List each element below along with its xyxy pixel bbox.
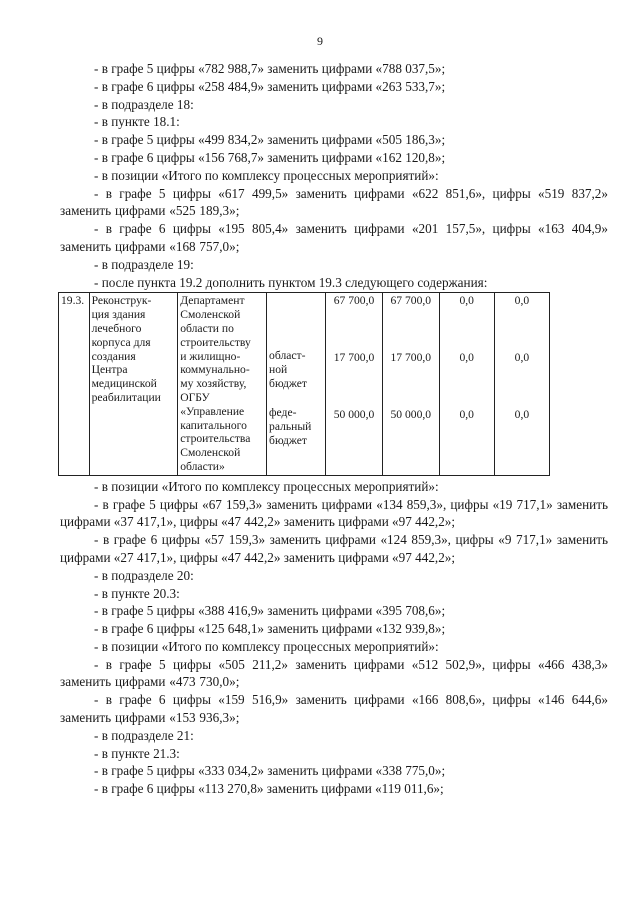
- document-body: [60, 60, 608, 798]
- column-6-cell: [382, 293, 439, 475]
- cell-line: Департамент: [180, 294, 245, 308]
- text-line: - в подразделе 21:: [94, 727, 194, 743]
- cell-line: корпуса для: [91, 335, 151, 349]
- value-regional: 0,0: [514, 351, 530, 365]
- cell-line: му хозяйству,: [180, 377, 247, 391]
- text-line: - в графе 6 цифры «113 270,8» заменить цифрами «119 011,6»;: [94, 781, 444, 797]
- value-federal: 50 000,0: [333, 408, 375, 422]
- item-name-cell: [89, 293, 178, 475]
- cell-line: коммунально-: [180, 363, 250, 377]
- text-line: - в графе 6 цифры «125 648,1» заменить цифрами «132 939,8»;: [94, 621, 446, 637]
- cell-line: бюджет: [269, 376, 307, 390]
- cell-line: строительства: [180, 432, 251, 446]
- value-regional: 0,0: [459, 351, 474, 365]
- funding-source-cell: [267, 293, 326, 475]
- text-paragraph: - в графе 5 цифры «505 211,2» заменить цифрами «512 502,9», цифры «466 438,3» заменить цифрами «473 730,0»;: [60, 656, 608, 690]
- cell-line: области по: [180, 321, 234, 335]
- text-line: - в графе 5 цифры «782 988,7» заменить цифрами «788 037,5»;: [94, 61, 446, 76]
- cell-line: ция здания: [91, 308, 146, 322]
- column-5-cell: [326, 293, 383, 475]
- value-federal: 0,0: [514, 408, 530, 422]
- cell-line: Смоленской: [180, 308, 241, 322]
- text-line: - в пункте 21.3:: [94, 745, 180, 761]
- cell-line: создания: [91, 349, 136, 363]
- text-line: - в графе 5 цифры «388 416,9» заменить цифрами «395 708,6»;: [94, 603, 446, 619]
- text-line: - в позиции «Итого по комплексу процессных мероприятий»:: [94, 167, 439, 183]
- cell-line: ной: [269, 363, 288, 377]
- cell-line: строительству: [180, 335, 251, 349]
- cell-line: медицинской: [91, 377, 157, 391]
- text-paragraph: - в графе 5 цифры «67 159,3» заменить цифрами «134 859,3», цифры «19 717,1» заменить цифрами «37 417,1», цифры «47 442,2» заменить цифрами «97 442,2»;: [60, 496, 608, 530]
- cell-line: и жилищно-: [180, 349, 241, 363]
- text-line: - в подразделе 19:: [94, 256, 194, 272]
- column-8-cell: [494, 293, 549, 475]
- cell-line: «Управление: [180, 404, 245, 418]
- text-line: - в подразделе 18:: [94, 96, 194, 112]
- value-federal: 0,0: [459, 408, 474, 422]
- cell-line: ральный: [269, 420, 312, 434]
- text-line: - в графе 5 цифры «333 034,2» заменить цифрами «338 775,0»;: [94, 763, 446, 779]
- table-row: [59, 293, 550, 475]
- cell-line: бюджет: [269, 433, 307, 447]
- text-line: - в графе 5 цифры «499 834,2» заменить цифрами «505 186,3»;: [94, 132, 446, 148]
- text-paragraph: - в графе 6 цифры «159 516,9» заменить цифрами «166 808,6», цифры «146 644,6» заменить цифрами «153 936,3»;: [60, 692, 608, 726]
- value-total: 0,0: [459, 294, 474, 308]
- text-line: - в позиции «Итого по комплексу процессных мероприятий»:: [94, 478, 439, 494]
- value-total: 67 700,0: [333, 294, 375, 308]
- column-7-cell: [439, 293, 494, 475]
- cell-line: Реконструк-: [91, 294, 152, 308]
- text-line: - в подразделе 20:: [94, 567, 194, 583]
- cell-line: Смоленской: [180, 446, 241, 460]
- text-line: - в пункте 20.3:: [94, 585, 180, 601]
- cell-line: област-: [269, 349, 306, 363]
- text-line: - в графе 6 цифры «156 768,7» заменить цифрами «162 120,8»;: [94, 149, 446, 165]
- text-line: - в графе 6 цифры «258 484,9» заменить цифрами «263 533,7»;: [94, 78, 446, 94]
- item-19-3-table: [58, 292, 550, 475]
- value-total: 0,0: [514, 294, 530, 308]
- page-number: 9: [317, 34, 323, 48]
- text-line: - в позиции «Итого по комплексу процессных мероприятий»:: [94, 638, 439, 654]
- item-number-cell: 19.3.: [59, 293, 90, 475]
- value-regional: 17 700,0: [333, 351, 375, 365]
- funding-source-federal: [269, 406, 323, 447]
- text-line: - в пункте 18.1:: [94, 114, 180, 130]
- text-paragraph: - в графе 5 цифры «617 499,5» заменить цифрами «622 851,6», цифры «519 837,2» заменить цифрами «525 189,3»;: [60, 185, 608, 219]
- funding-source-regional: [269, 349, 323, 406]
- value-federal: 50 000,0: [390, 408, 432, 422]
- cell-line: капитального: [180, 418, 247, 432]
- cell-line: области»: [180, 459, 225, 473]
- text-paragraph: - в графе 6 цифры «57 159,3» заменить цифрами «124 859,3», цифры «9 717,1» заменить цифрами «27 417,1», цифры «47 442,2» заменить цифрами «97 442,2»;: [60, 532, 608, 565]
- cell-line: лечебного: [91, 321, 142, 335]
- text-line: - после пункта 19.2 дополнить пунктом 19.3 следующего содержания:: [94, 274, 488, 290]
- cell-line: феде-: [269, 406, 297, 420]
- value-regional: 17 700,0: [390, 351, 432, 365]
- cell-line: реабилитации: [91, 390, 161, 404]
- cell-line: ОГБУ: [180, 390, 210, 404]
- cell-line: Центра: [91, 363, 128, 377]
- text-paragraph: - в графе 6 цифры «195 805,4» заменить цифрами «201 157,5», цифры «163 404,9» заменить цифрами «168 757,0»;: [60, 221, 608, 254]
- value-total: 67 700,0: [390, 294, 432, 308]
- responsible-cell: [178, 293, 267, 475]
